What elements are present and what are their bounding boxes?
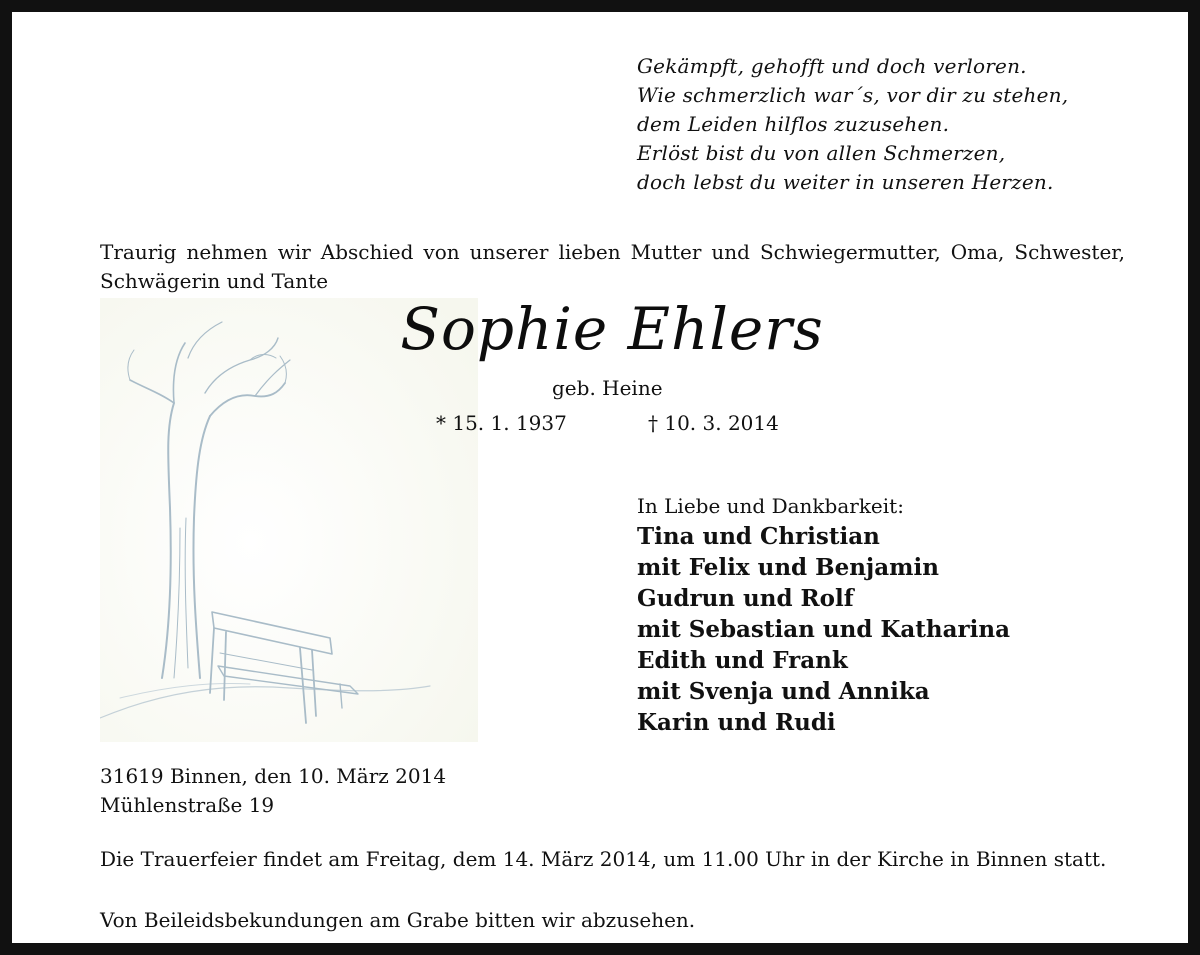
tree-bench-illustration [100,298,478,742]
mourners-block [637,492,1010,738]
mourner-family: mit Felix und Benjamin [637,554,939,581]
birth-date: * 15. 1. 1937 [436,411,567,435]
mourners-lead: In Liebe und Dankbarkeit: [637,494,904,518]
mourner-family: Edith und Frank [637,647,848,674]
mourner-family: Gudrun und Rolf [637,585,854,612]
condolence-note: Von Beileidsbekundungen am Grabe bitten wir abzusehen. [100,908,696,932]
mourner-family: Karin und Rudi [637,709,836,736]
address-block [100,762,446,820]
maiden-name: geb. Heine [552,376,663,400]
intro-text: Traurig nehmen wir Abschied von unserer lieben Mutter und Schwiegermutter, Oma, Schwester, Schwägerin und Tante [100,240,1125,293]
poem-line: dem Leiden hilflos zuzusehen. [637,112,950,136]
poem-line: Erlöst bist du von allen Schmerzen, [637,141,1006,165]
death-date: † 10. 3. 2014 [648,411,779,435]
funeral-info: Die Trauerfeier findet am Freitag, dem 14. März 2014, um 11.00 Uhr in der Kirche in Binnen statt. [100,847,1107,871]
mourner-family: Tina und Christian [637,523,880,550]
poem-line: doch lebst du weiter in unseren Herzen. [637,170,1054,194]
street: Mühlenstraße 19 [100,793,275,817]
poem-line: Wie schmerzlich war´s, vor dir zu stehen, [637,83,1069,107]
mourner-family: mit Sebastian und Katharina [637,616,1011,643]
place-date: 31619 Binnen, den 10. März 2014 [100,764,447,788]
mourner-family: mit Svenja und Annika [637,678,930,705]
poem-line: Gekämpft, gehofft und doch verloren. [637,54,1027,78]
poem [637,52,1068,197]
deceased-name: Sophie Ehlers [400,295,824,363]
